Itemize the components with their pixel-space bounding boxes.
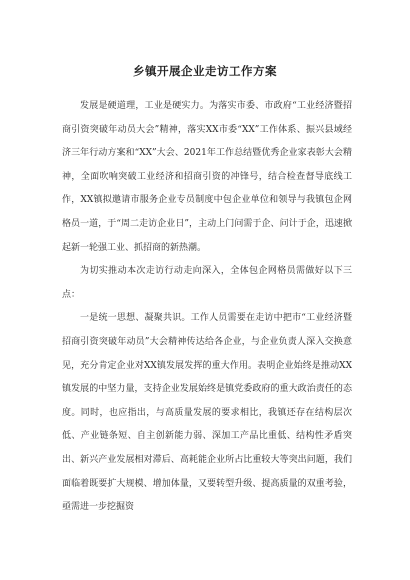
paragraph-point-one: 一是统一思想、凝聚共识。工作人员需要在走访中把市“工业经济暨招商引资突破年动员”大会精神传达给各企业，与企业负责人深入交换意见，充分肯定企业对XX镇发展发挥的重大作用。表明企业始终是推动XX镇发展的中坚力量，支持企业发展始终是镇党委政府的重大政治责任的态度。同时，也应指出，与高质量发展的要求相比，我镇还存在结构层次低、产业链条短、自主创新能力弱、深加工产品比重低、结构性矛盾突出、新兴产业发展相对滞后、高耗能企业所占比重较大等突出问题，我们面临着既要扩大规模、增加体量，又要转型升级、提高质量的双重考验，亟需进一步挖掘资 bbox=[62, 313, 352, 513]
document-body bbox=[62, 95, 352, 520]
document-title: 乡镇开展企业走访工作方案 bbox=[133, 64, 277, 78]
paragraph-intro: 发展是硬道理，工业是硬实力。为落实市委、市政府“工业经济暨招商引资突破年动员大会”精神，落实XX市委“XX”工作体系、振兴县域经济三年行动方案和“XX”大会、2021年工作总结暨优秀企业家表彰大会精神，全面吹响突破工业经济和招商引资的冲锋号，结合检查督导底线工作，XX镇拟邀请市服务企业专员制度中包企业单位和领导与我镇包企网格员一道，于“周二走访企业日”，主动上门问需于企、问计于企，迅速掀起新一轮强工业、抓招商的新热潮。 bbox=[62, 101, 352, 253]
paragraph-requirements: 为切实推动本次走访行动走向深入，全体包企网格员需做好以下三点： bbox=[62, 266, 352, 300]
